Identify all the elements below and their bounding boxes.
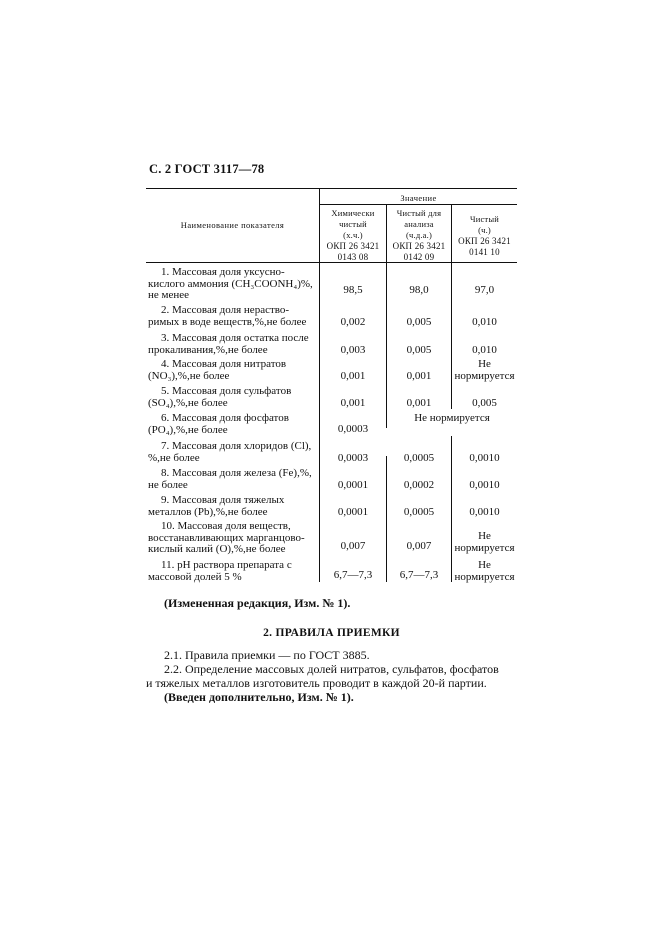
row-value-1: 0,002 [340, 316, 366, 328]
row-value-3: 97,0 [474, 284, 495, 296]
row-value-3: 0,0010 [469, 452, 500, 464]
row-value-3-line: нормируется [454, 369, 515, 382]
column-header-2 [387, 208, 451, 263]
row-value-1: 0,0001 [337, 479, 369, 491]
column-header-1 [320, 208, 386, 263]
row-name [148, 495, 318, 518]
row-value-3: 0,010 [472, 344, 497, 356]
row-name-line: 1. Массовая доля уксусно- [161, 266, 285, 278]
row-name-line: 9. Массовая доля тяжелых [161, 494, 285, 506]
row-value-3-line: нормируется [454, 541, 515, 554]
row-name-line: не более [148, 478, 188, 491]
value-header-rule [320, 204, 517, 205]
row-value-3: 0,005 [472, 397, 497, 409]
row-value-1: 0,003 [340, 344, 366, 356]
row-value-3 [452, 560, 517, 583]
row-value-3: 0,0010 [469, 479, 500, 491]
paragraph-2-2-line2: и тяжелых металлов изготовитель проводит в каждой 20-й партии. [146, 676, 487, 690]
name-column-divider-body [319, 262, 320, 582]
row-value-2: 0,0005 [403, 506, 435, 518]
col3-line1: Чистый [469, 214, 500, 224]
row-name-line: (SO₄),%,не более [148, 396, 228, 409]
column-header-3 [452, 214, 517, 258]
row-name-line: %,не более [148, 451, 200, 464]
row-name [148, 386, 318, 409]
row-value-1: 0,0001 [337, 506, 369, 518]
table-top-rule [146, 188, 517, 189]
row-name-line: 5. Массовая доля сульфатов [161, 385, 292, 397]
row-name-line: 3. Массовая доля остатка после [161, 332, 309, 344]
row-value-2: 0,007 [406, 540, 432, 552]
row-name [148, 333, 318, 356]
col2-line1: Чистый для [396, 208, 442, 218]
row-value-3-line: Не [478, 358, 491, 370]
row-name-line: не менее [148, 289, 190, 301]
row-value-3: 0,0010 [469, 506, 500, 518]
row-name [148, 413, 318, 436]
row-name [148, 267, 318, 302]
col3-line4: 0141 10 [469, 247, 500, 257]
row-value-1: 0,0003 [337, 452, 369, 464]
row-value-2: 0,005 [406, 344, 432, 356]
row-name-line: прокаливания,%,не более [148, 343, 268, 356]
row-name-line: восстанавливающих марганцово- [148, 531, 305, 544]
row-name-line: (PO₄),%,не более [148, 423, 228, 436]
row-value-3 [452, 531, 517, 554]
col1-line1: Химически [331, 208, 375, 218]
row-value-3-line: Не [478, 559, 491, 571]
col2-line2: анализа [404, 219, 434, 229]
row-name-line: 7. Массовая доля хлоридов (Cl), [161, 440, 312, 452]
col1-divider-body-lower [386, 456, 387, 582]
col3-line3: ОКП 26 3421 [458, 236, 511, 246]
row-value-2: 0,0005 [403, 452, 435, 464]
section-title: 2. ПРАВИЛА ПРИЕМКИ [263, 627, 400, 639]
col1-line2: чистый [339, 219, 367, 229]
row-name [148, 468, 318, 491]
row-name-line: кислый калий (O),%,не более [148, 543, 286, 555]
row-value-2: 0,001 [406, 397, 432, 409]
name-column-header: Наименование показателя [180, 220, 285, 230]
row-name-line: массовой долей 5 % [148, 570, 242, 583]
row-name-line: (NO₃),%,не более [148, 369, 230, 382]
row-value-3: 0,010 [472, 316, 497, 328]
row-value-1: 98,5 [343, 284, 363, 296]
row-name-line: 4. Массовая доля нитратов [161, 358, 287, 370]
row-value-1: 6,7—7,3 [333, 569, 373, 581]
row-value-3-line: Не [478, 530, 491, 542]
paragraph-2-1: 2.1. Правила приемки — по ГОСТ 3885. [164, 648, 370, 662]
row-name [148, 305, 318, 328]
col2-line3: (ч.д.а.) [405, 230, 432, 240]
row-value-2: 0,001 [406, 370, 432, 382]
row-name-line: металлов (Pb),%,не более [148, 505, 268, 518]
col1-line4: ОКП 26 3421 [326, 241, 380, 251]
row-value-merged: Не нормируется [414, 412, 490, 424]
row-name-line: 8. Массовая доля железа (Fe),%, [161, 467, 312, 479]
row-value-2: 0,0002 [403, 479, 435, 491]
row-name [148, 441, 318, 464]
col1-line3: (х.ч.) [343, 230, 363, 240]
value-column-header: Значение [400, 193, 437, 203]
row-value-2: 98,0 [409, 284, 429, 296]
row-name [148, 560, 318, 583]
row-name-line: 2. Массовая доля нераство- [161, 304, 290, 316]
col3-line2: (ч.) [478, 225, 491, 235]
row-name-line: 10. Массовая доля веществ, [161, 520, 291, 532]
row-value-2: 6,7—7,3 [399, 569, 439, 581]
page-header: С. 2 ГОСТ 3117—78 [149, 162, 265, 176]
row-name-line: 6. Массовая доля фосфатов [161, 412, 289, 424]
row-name [148, 359, 318, 382]
row-name [148, 521, 318, 556]
paragraph-2-2-line1: 2.2. Определение массовых долей нитратов, сульфатов, фосфатов [164, 662, 499, 676]
row-value-3-line: нормируется [454, 570, 515, 583]
row-name-line: кислого аммония (CH₃COONH₄)%, [148, 277, 313, 290]
row-value-2: 0,005 [406, 316, 432, 328]
row-value-3 [452, 359, 517, 382]
row-value-1: 0,001 [340, 370, 366, 382]
amendment-note: (Измененная редакция, Изм. № 1). [164, 596, 351, 610]
row-name-line: римых в воде веществ,%,не более [148, 315, 307, 328]
col1-line5: 0143 08 [337, 252, 369, 262]
row-name-line: 11. pH раствора препарата с [161, 559, 292, 571]
col2-line5: 0142 09 [403, 252, 435, 262]
row-value-1: 0,007 [340, 540, 366, 552]
col2-line4: ОКП 26 3421 [392, 241, 446, 251]
row-value-1: 0,001 [340, 397, 366, 409]
addition-note: (Введен дополнительно, Изм. № 1). [164, 690, 354, 704]
row-value-1: 0,0003 [337, 423, 369, 435]
